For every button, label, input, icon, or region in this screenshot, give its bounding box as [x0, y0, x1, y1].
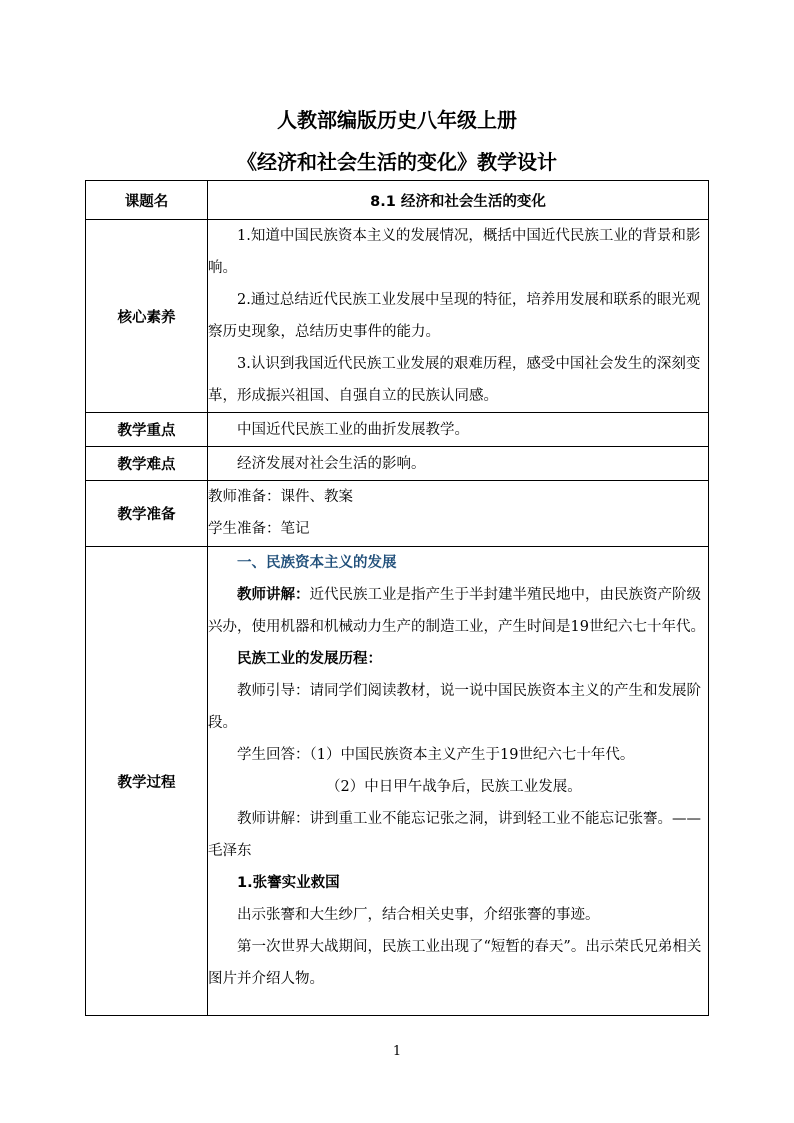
- section-heading: 一、民族资本主义的发展: [237, 555, 397, 571]
- lecture-paragraph-2: 教师讲解：讲到重工业不能忘记张之洞，讲到轻工业不能忘记张謇。——毛泽东: [208, 811, 701, 859]
- lecture-text: 近代民族工业是指产生于半封建半殖民地中，由民族资产阶级兴办，使用机器和机械动力生产的制造工业，产生时间是19世纪六七十年代。: [208, 587, 705, 635]
- teacher-guide: 教师引导：请同学们阅读教材，说一说中国民族资本主义的产生和发展阶段。: [208, 683, 701, 731]
- label-difficulty: 教学难点: [86, 447, 208, 481]
- label-preparation: 教学准备: [86, 481, 208, 547]
- row-topic: [86, 181, 709, 220]
- row-preparation: [86, 481, 709, 547]
- lecture-lead: 教师讲解：: [237, 587, 310, 603]
- label-key-point: 教学重点: [86, 413, 208, 447]
- row-teaching-process: [86, 547, 709, 1016]
- history-heading: 民族工业的发展历程：: [237, 651, 382, 667]
- difficulty-text: 经济发展对社会生活的影响。: [237, 455, 426, 472]
- literacy-item-2: 2.通过总结近代民族工业发展中呈现的特征，培养用发展和联系的眼光观察历史现象，总结历史事件的能力。: [208, 292, 701, 340]
- student-preparation: 学生准备：笔记: [208, 521, 310, 537]
- lecture-paragraph-1: [208, 579, 708, 643]
- subsection-heading: 1.张謇实业救国: [237, 875, 340, 891]
- row-core-literacy: [86, 220, 709, 413]
- show-zhang-jian: 出示张謇和大生纱厂，结合相关史事，介绍张謇的事迹。: [237, 907, 600, 923]
- label-topic: 课题名: [86, 181, 208, 220]
- student-answer-2: （2）中日甲午战争后，民族工业发展。: [326, 779, 582, 795]
- teacher-preparation: 教师准备：课件、教案: [208, 489, 353, 505]
- key-point-content: [208, 413, 709, 447]
- preparation-content: [208, 481, 709, 547]
- label-teaching-process: 教学过程: [86, 547, 208, 1016]
- document-subtitle: 《经济和社会生活的变化》教学设计: [237, 150, 557, 174]
- row-difficulty: [86, 447, 709, 481]
- row-key-point: [86, 413, 709, 447]
- literacy-item-3: 3.认识到我国近代民族工业发展的艰难历程，感受中国社会发生的深刻变革，形成振兴祖国、自强自立的民族认同感。: [208, 356, 701, 404]
- literacy-item-1: 1.知道中国民族资本主义的发展情况，概括中国近代民族工业的背景和影响。: [208, 228, 701, 276]
- document-title: 人教部编版历史八年级上册: [277, 108, 517, 132]
- core-literacy-content: [208, 220, 709, 413]
- difficulty-content: [208, 447, 709, 481]
- key-point-text: 中国近代民族工业的曲折发展教学。: [237, 421, 469, 438]
- student-answer-1: 学生回答：（1）中国民族资本主义产生于19世纪六七十年代。: [237, 747, 635, 763]
- page-number: 1: [392, 1044, 402, 1059]
- ww1-paragraph: 第一次世界大战期间，民族工业出现了“短暂的春天”。出示荣氏兄弟相关图片并介绍人物。: [208, 939, 702, 987]
- teaching-process-content: [208, 547, 709, 1016]
- topic-value: 8.1 经济和社会生活的变化: [208, 181, 709, 220]
- label-core-literacy: 核心素养: [86, 220, 208, 413]
- lesson-plan-table: [85, 180, 709, 1016]
